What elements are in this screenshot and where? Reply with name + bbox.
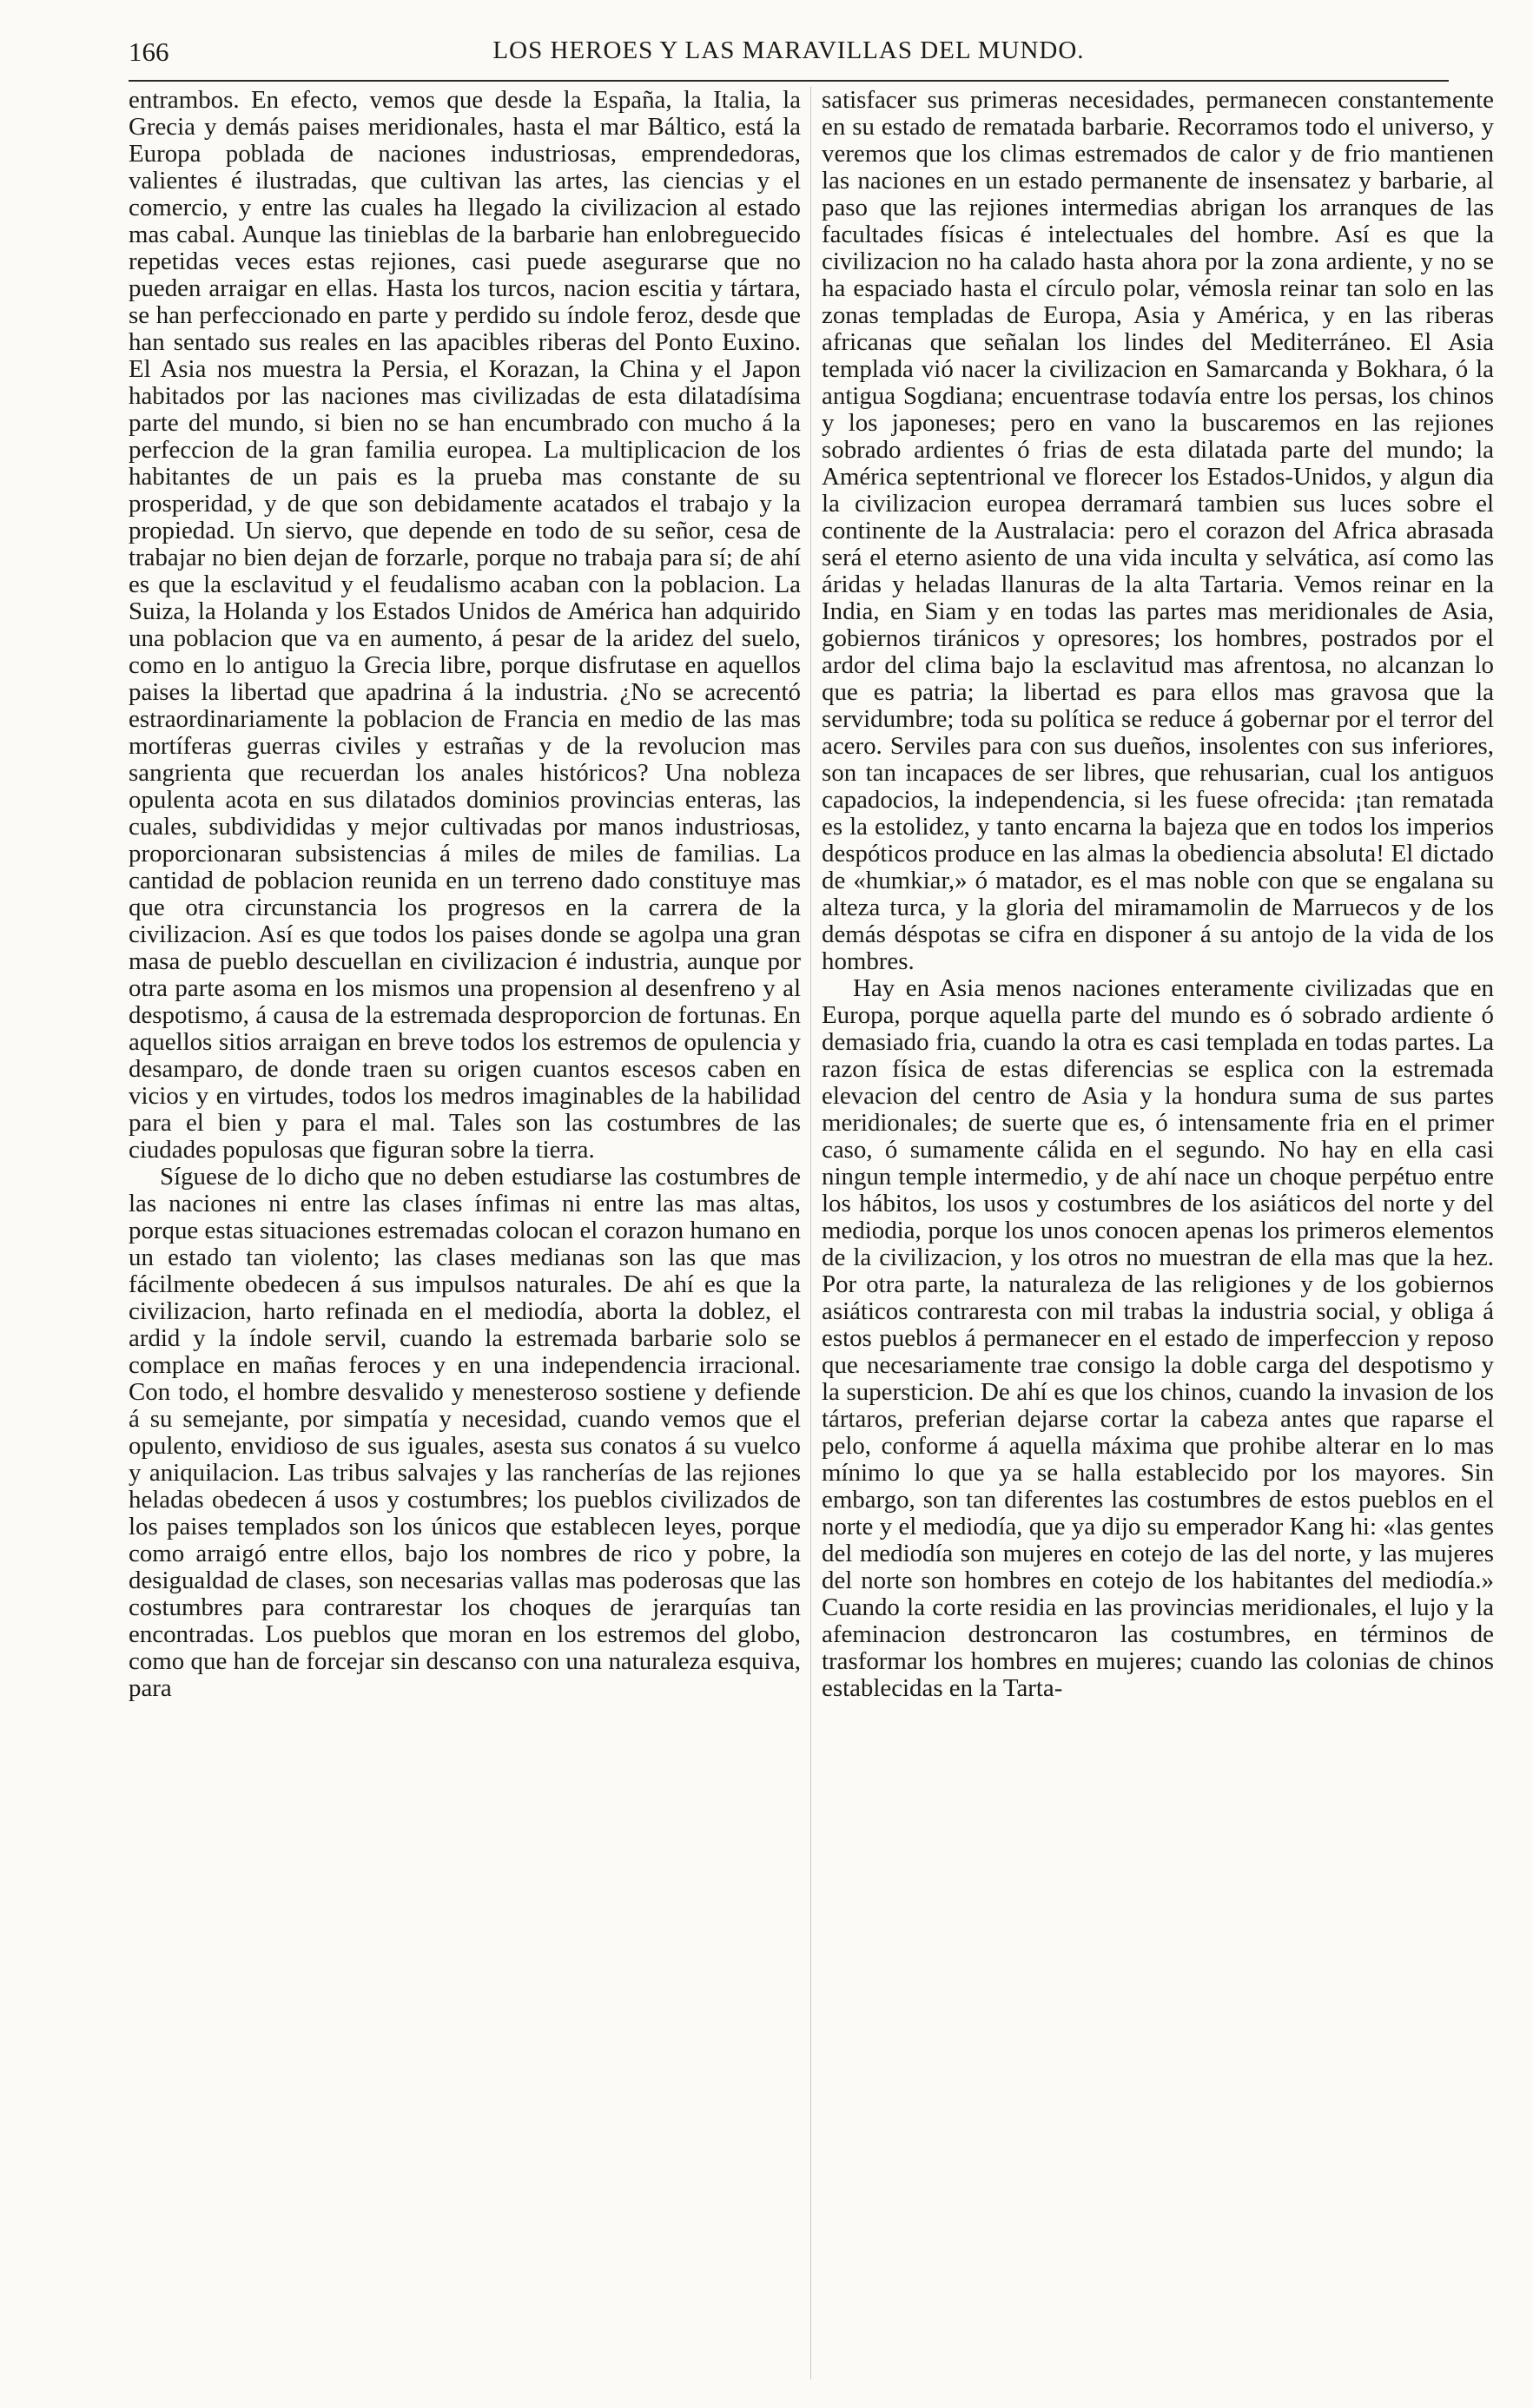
column-divider (810, 87, 811, 2379)
left-column (129, 87, 801, 2397)
paragraph: entrambos. En efecto, vemos que desde la España, la Italia, la Grecia y demás paises meridionales, hasta el mar Báltico, está la Europa poblada de naciones industriosas, emprendedoras, valientes é ilustradas, que cultivan las artes, las ciencias y el comercio, y entre las cuales ha llegado la civilizacion al estado mas cabal. Aunque las tinieblas de la barbarie han enlobreguecido repetidas veces estas rejiones, casi puede asegurarse que no pueden arraigar en ellas. Hasta los turcos, nacion escitia y tártara, se han perfeccionado en parte y perdido su índole feroz, desde que han sentado sus reales en las apacibles riberas del Ponto Euxino. El Asia nos muestra la Persia, el Korazan, la China y el Japon habitados por las naciones mas civilizadas de esta dilatadísima parte del mundo, si bien no se han encumbrado con mucho á la perfeccion de la gran familia europea. La multiplicacion de los habitantes de un pais es la prueba mas constante de su prosperidad, y de que son debidamente acatados el trabajo y la propiedad. Un siervo, que depende en todo de su señor, cesa de trabajar no bien dejan de forzarle, porque no trabaja para sí; de ahí es que la esclavitud y el feudalismo acaban con la poblacion. La Suiza, la Holanda y los Estados Unidos de América han adquirido una poblacion que va en aumento, á pesar de la aridez del suelo, como en lo antiguo la Grecia libre, porque disfrutase en aquellos paises la libertad que apadrina á la industria. ¿No se acrecentó estraordinariamente la poblacion de Francia en medio de las mas mortíferas guerras civiles y estrañas y de la revolucion mas sangrienta que recuerdan los anales históricos? Una nobleza opulenta acota en sus dilatados dominios provincias enteras, las cuales, subdivididas y mejor cultivadas por manos industriosas, proporcionaran subsistencias á miles de miles de familias. La cantidad de poblacion reunida en un terreno dado constituye mas que otra circunstancia los progresos en la carrera de la civilizacion. Así es que todos los paises donde se agolpa una gran masa de pueblo descuellan en civilizacion é industria, aunque por otra parte asoma en los mismos una propension al desenfreno y al despotismo, á causa de la estremada desproporcion de fortunas. En aquellos sitios arraigan en breve todos los estremos de opulencia y desamparo, de donde traen su origen cuantos escesos caben en vicios y en virtudes, todos los medros imaginables de la habilidad para el bien y para el mal. Tales son las costumbres de las ciudades populosas que figuran sobre la tierra. (129, 87, 801, 1164)
paragraph: satisfacer sus primeras necesidades, permanecen constantemente en su estado de rematada barbarie. Recorramos todo el universo, y veremos que los climas estremados de calor y de frio mantienen las naciones en un estado permanente de insensatez y barbarie, al paso que las rejiones intermedias abrigan los arranques de las facultades físicas é intelectuales del hombre. Así es que la civilizacion no ha calado hasta ahora por la zona ardiente, y no se ha espaciado hasta el círculo polar, vémosla reinar tan solo en las zonas templadas de Europa, Asia y América, y en las riberas africanas que señalan los lindes del Mediterráneo. El Asia templada vió nacer la civilizacion en Samarcanda y Bokhara, ó la antigua Sogdiana; encuentrase todavía entre los persas, los chinos y los japoneses; pero en vano la buscaremos en las rejiones sobrado ardientes ó frias de esta dilatada parte del mundo; la América septentrional ve florecer los Estados-Unidos, y algun dia la civilizacion europea derramará tambien sus luces sobre el continente de la Australacia: pero el corazon del Africa abrasada será el eterno asiento de una vida inculta y selvática, así como las áridas y heladas llanuras de la alta Tartaria. Vemos reinar en la India, en Siam y en todas las partes mas meridionales de Asia, gobiernos tiránicos y opresores; los hombres, postrados por el ardor del clima bajo la esclavitud mas afrentosa, no alcanzan lo que es patria; la libertad es para ellos mas gravosa que la servidumbre; toda su política se reduce á gobernar por el terror del acero. Serviles para con sus dueños, insolentes con sus inferiores, son tan incapaces de ser libres, que rehusarian, cual los antiguos capadocios, la independencia, si les fuese ofrecida: ¡tan rematada es la estolidez, y tanto encarna la bajeza que en todos los imperios despóticos produce en las almas la obediencia absoluta! El dictado de «humkiar,» ó matador, es el mas noble con que se engalana su alteza turca, y la gloria del miramamolin de Marruecos y de los demás déspotas se cifra en disponer á su antojo de la vida de los hombres. (822, 87, 1494, 975)
header-rule (129, 80, 1449, 82)
page-header (129, 36, 1449, 80)
right-column (822, 87, 1494, 2397)
paragraph: Síguese de lo dicho que no deben estudiarse las costumbres de las naciones ni entre las clases ínfimas ni entre las mas altas, porque estas situaciones estremadas colocan el corazon humano en un estado tan violento; las clases medianas son las que mas fácilmente obedecen á sus impulsos naturales. De ahí es que la civilizacion, harto refinada en el mediodía, aborta la doblez, el ardid y la índole servil, cuando la estremada barbarie solo se complace en mañas feroces y en una independencia irracional. Con todo, el hombre desvalido y menesteroso sostiene y defiende á su semejante, por simpatía y necesidad, cuando vemos que el opulento, envidioso de sus iguales, asesta sus conatos á su vuelco y aniquilacion. Las tribus salvajes y las rancherías de las rejiones heladas obedecen á usos y costumbres; los pueblos civilizados de los paises templados son los únicos que establecen leyes, porque como arraigó entre ellos, bajo los nombres de rico y pobre, la desigualdad de clases, son necesarias vallas mas poderosas que las costumbres para contrarestar los choques de jerarquías tan encontradas. Los pueblos que moran en los estremos del globo, como que han de forcejar sin descanso con una naturaleza esquiva, para (129, 1163, 801, 1702)
running-title: LOS HEROES Y LAS MARAVILLAS DEL MUNDO. (492, 36, 1085, 64)
paragraph: Hay en Asia menos naciones enteramente civilizadas que en Europa, porque aquella parte del mundo es ó sobrado ardiente ó demasiado fria, cuando la otra es casi templada en todas partes. La razon física de estas diferencias se esplica con la estremada elevacion del centro de Asia y la hondura suma de sus partes meridionales; de suerte que es, ó intensamente fria en el primer caso, ó sumamente cálida en el segundo. No hay en ella casi ningun temple intermedio, y de ahí nace un choque perpétuo entre los hábitos, los usos y costumbres de los asiáticos del norte y del mediodia, porque los unos conocen apenas los primeros elementos de la civilizacion, y los otros no muestran de ella mas que la hez. Por otra parte, la naturaleza de las religiones y de los gobiernos asiáticos contraresta con mil trabas la industria social, y obliga á estos pueblos á permanecer en el estado de imperfeccion y reposo que necesariamente trae consigo la doble carga del despotismo y la supersticion. De ahí es que los chinos, cuando la invasion de los tártaros, preferian dejarse cortar la cabeza antes que raparse el pelo, conforme á aquella máxima que prohibe alterar en lo mas mínimo lo que ya se halla establecido por los mayores. Sin embargo, son tan diferentes las costumbres de estos pueblos en el norte y el mediodía, que ya dijo su emperador Kang hi: «las gentes del mediodía son mujeres en cotejo de las del norte, y las mujeres del norte son hombres en cotejo de los habitantes del mediodía.» Cuando la corte residia en las provincias meridionales, el lujo y la afeminacion destroncaron las costumbres, en términos de trasformar los hombres en mujeres; cuando las colonias de chinos establecidas en la Tarta- (822, 974, 1494, 1702)
page-number: 166 (129, 36, 169, 67)
